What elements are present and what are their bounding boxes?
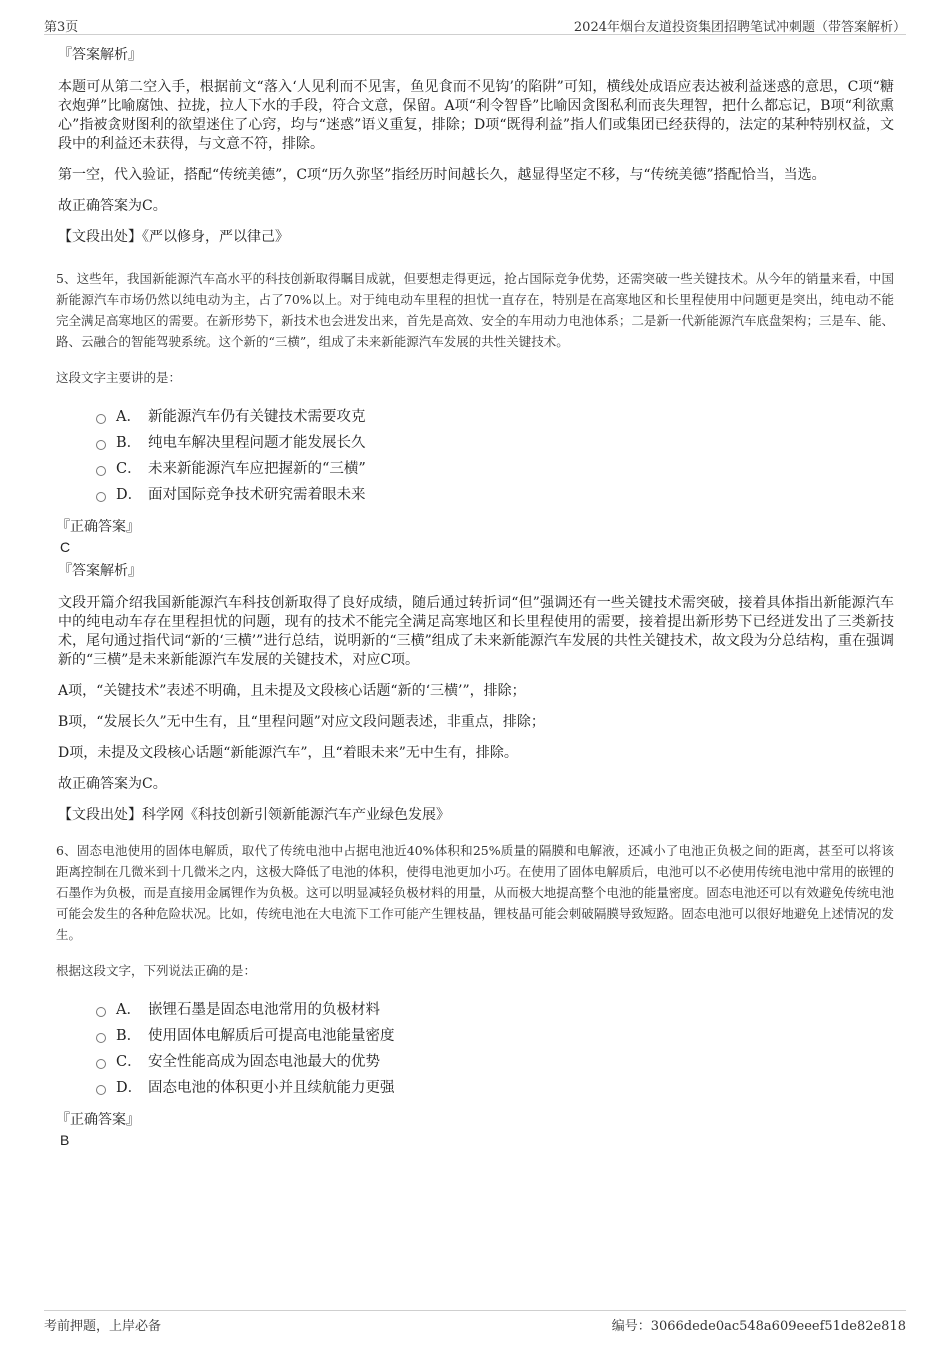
option-list (96, 997, 894, 1101)
option-text: 嵌锂石墨是固态电池常用的负极材料 (148, 1002, 380, 1018)
analysis-paragraph: 第一空，代入验证，搭配“传统美德”，C项“历久弥坚”指经历时间越长久，越显得坚定不移，与“传统美德”搭配恰当，当选。 (58, 167, 826, 183)
source-citation: 【文段出处】《严以修身，严以律己》 (58, 229, 289, 245)
question-text: 5、这些年，我国新能源汽车高水平的科技创新取得瞩目成就，但要想走得更远，抢占国际竞争优势，还需突破一些关键技术。从今年的销量来看，中国新能源汽车市场仍然以纯电动为主，占了70%以上。对于纯电动车里程的担忧一直存在，特别是在高寒地区和长里程使用中问题更是突出，纯电动不能完全满足高寒地区的需要。在新形势下，新技术也会进发出来，首先是高效、安全的车用动力电池体系；二是新一代新能源汽车底盘架构；三是车、能、路、云融合的智能驾驶系统。这个新的“三横”，组成了未来新能源汽车发展的共性关键技术。 (56, 271, 894, 349)
option-text: 新能源汽车仍有关键技术需要攻克 (148, 409, 366, 425)
option-letter: A． (116, 1002, 141, 1018)
page-content (56, 46, 894, 1155)
radio-icon[interactable] (96, 466, 106, 476)
analysis-paragraph: 本题可从第二空入手，根据前文“落入‘人见利而不见害，鱼见食而不见钩’的陷阱”可知，横线处成语应表达被利益迷惑的意思，C项“糖衣炮弹”比喻腐蚀、拉拢，拉人下水的手段，符合文意，保留。A项“利令智昏”比喻因贪图私利而丧失理智，把什么都忘记，B项“利欲熏心”指被贪财图利的欲望迷住了心窍，均与“迷惑”语义重复，排除；D项“既得利益”指人们或集团已经获得的，法定的某种特别权益，文段中的利益还未获得，与文意不符，排除。 (58, 79, 894, 152)
radio-icon[interactable] (96, 492, 106, 502)
analysis-paragraph: B项，“发展长久”无中生有，且“里程问题”对应文段问题表述，非重点，排除； (58, 714, 545, 730)
analysis-paragraph: A项，“关键技术”表述不明确，且未提及文段核心话题“新的‘三横’”，排除； (58, 683, 526, 699)
option-c[interactable] (96, 456, 894, 482)
option-text: 纯电车解决里程问题才能发展长久 (148, 435, 366, 451)
analysis-paragraph: 故正确答案为C。 (58, 198, 167, 214)
page-header (44, 14, 906, 35)
option-letter: A． (116, 409, 141, 425)
radio-icon[interactable] (96, 1033, 106, 1043)
analysis-paragraph: 文段开篇介绍我国新能源汽车科技创新取得了良好成绩，随后通过转折词“但”强调还有一些关键技术需突破，接着具体指出新能源汽车中的纯电动车存在里程担忧的问题，现有的技术不能完全满足高寒地区和长里程使用的需要，接着提出新形势下已经迸发出了三类新技术，尾句通过指代词“新的‘三横’”进行总结，说明新的“三横”组成了未来新能源汽车发展的共性关键技术，故文段为分总结构，重在强调新的“三横”是未来新能源汽车发展的关键技术，对应C项。 (58, 595, 894, 668)
option-letter: D． (116, 487, 143, 503)
option-letter: D． (116, 1080, 143, 1096)
radio-icon[interactable] (96, 414, 106, 424)
option-text: 使用固体电解质后可提高电池能量密度 (148, 1028, 395, 1044)
radio-icon[interactable] (96, 1059, 106, 1069)
document-id: 编号：3066dede0ac548a609eeef51de82e818 (611, 1319, 906, 1334)
document-title: 2024年烟台友道投资集团招聘笔试冲刺题（带答案解析） (573, 20, 906, 35)
option-letter: C． (116, 461, 142, 477)
option-c[interactable] (96, 1049, 894, 1075)
footer-slogan: 考前押题，上岸必备 (44, 1319, 162, 1334)
page-number: 第3页 (44, 20, 79, 35)
correct-answer-title: 『正确答案』 (56, 1112, 140, 1128)
analysis-title: 『答案解析』 (58, 47, 142, 63)
question-prompt: 这段文字主要讲的是： (56, 370, 182, 385)
correct-answer: C (60, 539, 71, 555)
radio-icon[interactable] (96, 1007, 106, 1017)
option-a[interactable] (96, 997, 894, 1023)
option-b[interactable] (96, 1023, 894, 1049)
option-text: 面对国际竞争技术研究需着眼未来 (148, 487, 366, 503)
radio-icon[interactable] (96, 1085, 106, 1095)
analysis-paragraph: 故正确答案为C。 (58, 776, 167, 792)
option-letter: B． (116, 1028, 142, 1044)
option-d[interactable] (96, 1075, 894, 1101)
answer-analysis (56, 562, 894, 824)
question-text: 6、固态电池使用的固体电解质，取代了传统电池中占据电池近40%体积和25%质量的隔膜和电解液，还减小了电池正负极之间的距离，甚至可以将该距离控制在几微米到十几微米之内，这极大降低了电池的体积，使得电池更加小巧。在使用了固体电解质后，电池可以不必使用传统电池中常用的嵌锂的石墨作为负极，而是直接用金属锂作为负极。这可以明显减轻负极材料的用量，从而极大地提高整个电池的能量密度。固态电池还可以有效避免传统电池可能会发生的各种危险状况。比如，传统电池在大电流下工作可能产生锂枝晶，锂枝晶可能会刺破隔膜导致短路。固态电池可以很好地避免上述情况的发生。 (56, 843, 894, 942)
question-prompt: 根据这段文字，下列说法正确的是： (56, 963, 257, 978)
correct-answer: B (60, 1132, 70, 1148)
radio-icon[interactable] (96, 440, 106, 450)
option-b[interactable] (96, 430, 894, 456)
option-d[interactable] (96, 482, 894, 508)
option-text: 未来新能源汽车应把握新的“三横” (148, 461, 366, 477)
option-text: 固态电池的体积更小并且续航能力更强 (148, 1080, 395, 1096)
previous-question-analysis (56, 46, 894, 246)
option-letter: C． (116, 1054, 142, 1070)
source-citation: 【文段出处】科学网《科技创新引领新能源汽车产业绿色发展》 (58, 807, 450, 823)
correct-answer-title: 『正确答案』 (56, 519, 140, 535)
question-6 (56, 840, 894, 1149)
analysis-paragraph: D项，未提及文段核心话题“新能源汽车”，且“着眼未来”无中生有，排除。 (58, 745, 518, 761)
option-a[interactable] (96, 404, 894, 430)
analysis-title: 『答案解析』 (58, 563, 142, 579)
page-footer (44, 1310, 906, 1333)
question-5 (56, 268, 894, 824)
option-text: 安全性能高成为固态电池最大的优势 (148, 1054, 380, 1070)
option-list (96, 404, 894, 508)
option-letter: B． (116, 435, 142, 451)
